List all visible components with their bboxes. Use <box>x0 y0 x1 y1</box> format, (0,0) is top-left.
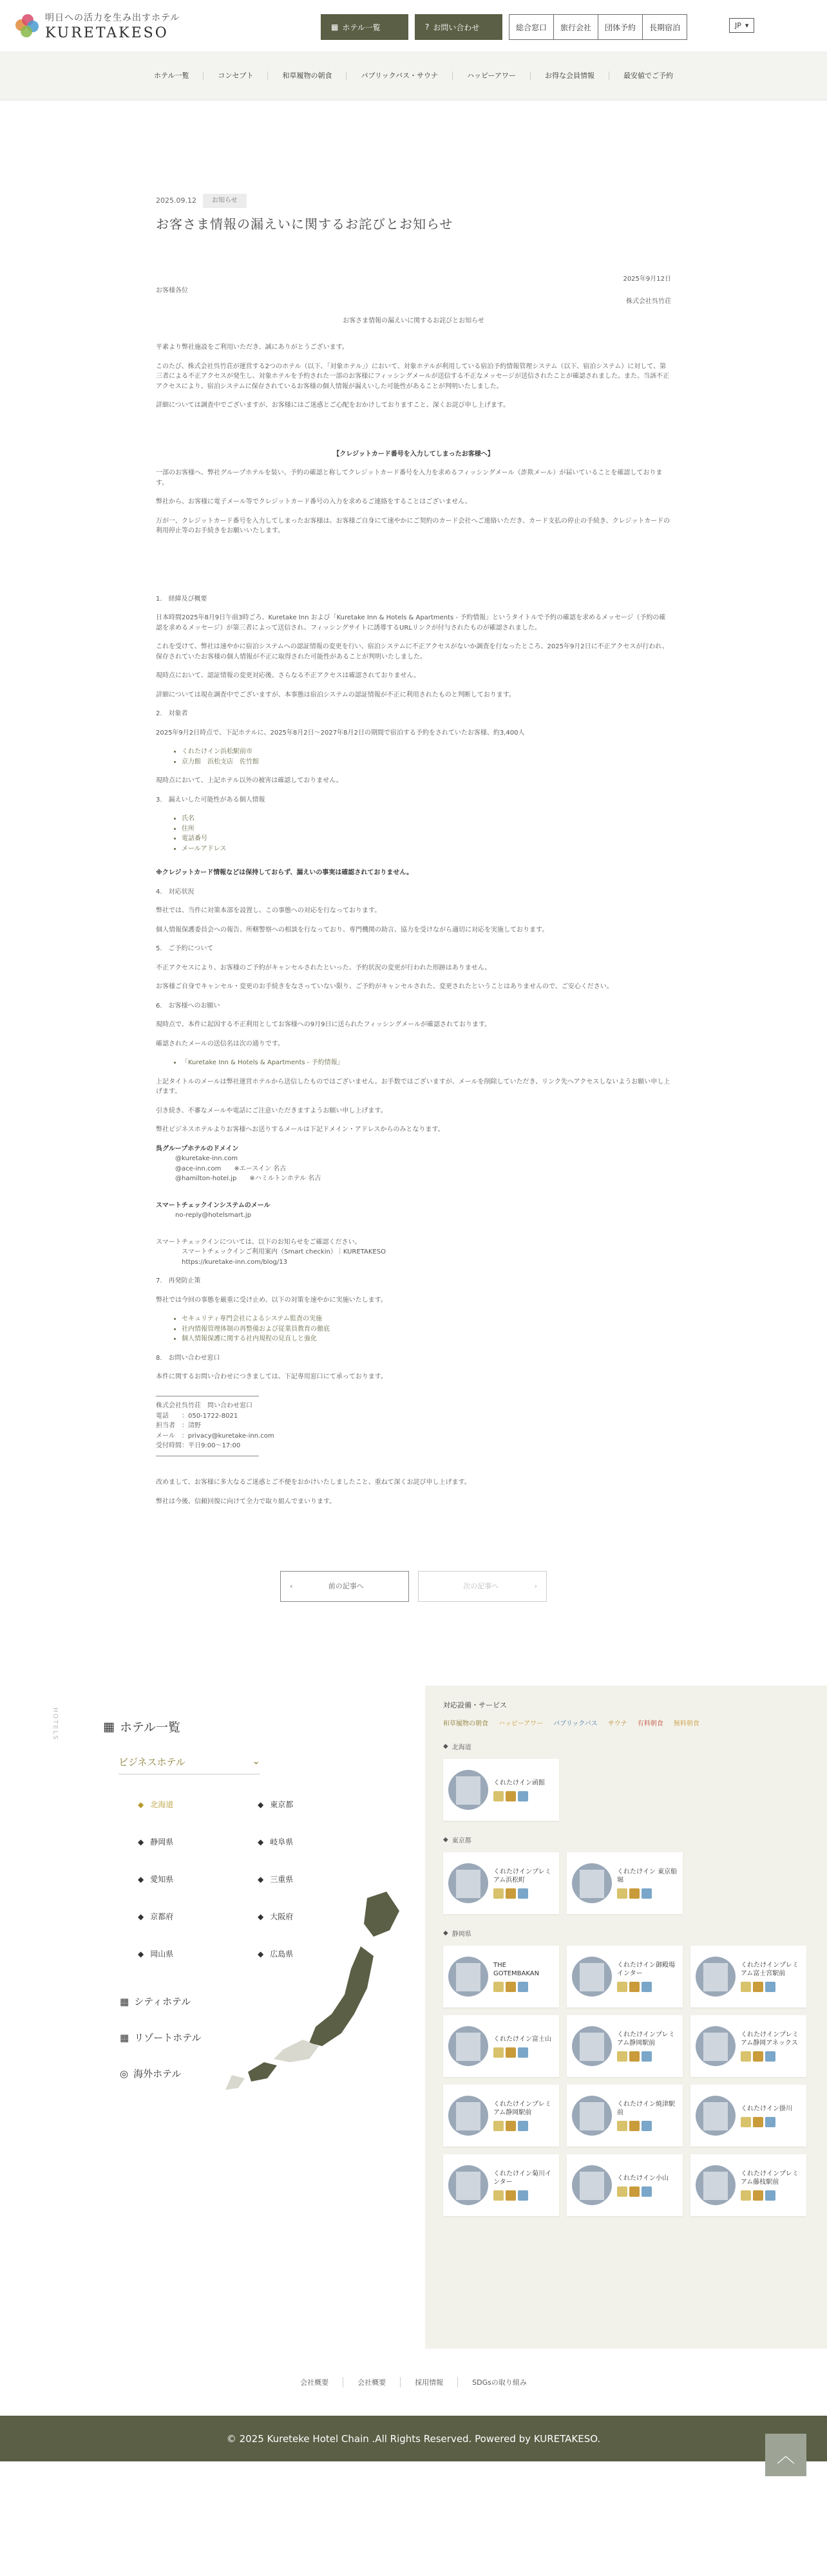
section4-heading: 4. 対応状況 <box>156 888 195 896</box>
service-icons <box>493 1982 554 1992</box>
section7-p1: 弊社では今回の事態を厳重に受け止め、以下の対策を速やかに実施いたします。 <box>156 1296 387 1304</box>
chevron-right-icon: › <box>534 1582 537 1591</box>
section5-heading: 5. ご予約について <box>156 945 214 952</box>
hotel-card-panel <box>425 1686 827 2349</box>
breakfast-icon <box>493 2190 504 2201</box>
map-pin-icon: ◆ <box>443 1836 448 1843</box>
region-list <box>443 1742 809 2216</box>
hotel-card-grid <box>443 1759 809 1821</box>
pref-okayama[interactable] <box>138 1948 173 1959</box>
contact-line: ―――――――――――――――― <box>156 1452 259 1460</box>
bath-icon <box>642 2051 652 2062</box>
happyhour-icon <box>629 1888 640 1899</box>
happyhour-icon <box>506 1982 516 1992</box>
breakfast-icon <box>493 1982 504 1992</box>
prev-article-button[interactable] <box>280 1571 409 1602</box>
service-icons <box>741 2190 801 2201</box>
section6-p3: 上記タイトルのメールは弊社運営ホテルから送信したものではございません。お手数ではございますが、メールを削除していただき、リンク先へアクセスしないようお願い申し上げます。 <box>156 1078 670 1095</box>
footer-links <box>0 2349 827 2416</box>
pref-tokyo[interactable] <box>258 1799 293 1810</box>
contact-line: メール ：privacy@kuretake-inn.com <box>156 1432 274 1440</box>
hotel-name: くれたけインプレミアム静岡アネックス <box>741 2031 799 2047</box>
pref-label: 三重県 <box>270 1875 294 1884</box>
hotel-photo <box>448 2165 488 2205</box>
article-p3: 詳細については調査中でございますが、お客様にはご迷惑とご心配をおかけしておりますこと、深くお詫び申し上げます。 <box>156 402 509 409</box>
back-to-top-button[interactable] <box>765 2434 806 2476</box>
language-select[interactable] <box>729 18 754 33</box>
article-p2: このたび、株式会社呉竹荘が運営する2つのホテル（以下、「対象ホテル」）において、対象ホテルが利用している宿泊予約情報管理システム（以下、宿泊システム）に対して、第三者による不正アクセスが発生し、対象ホテルを予約された一部のお客様にフィッシングメールが送信する不正なメッセージが送信されたことが確認されました。また、当該不正アクセスにより、宿泊システムに保存されているお客様の個人情報が漏えいした可能性があることが判明いたしました。 <box>156 362 670 390</box>
business-hotel-label: ビジネスホテル <box>119 1756 185 1768</box>
service-icons <box>617 2051 678 2062</box>
map-pin-icon: ◆ <box>138 1837 144 1847</box>
breakfast-icon <box>741 1982 751 1992</box>
smartcheckin-link[interactable]: スマートチェックインご利用案内（Smart checkin）｜KURETAKESO <box>182 1248 386 1255</box>
building-icon: ▦ <box>331 23 339 32</box>
legend-item: パブリックバス <box>553 1720 598 1727</box>
section6-p2: 確認されたメールの送信名は次の通りです。 <box>156 1040 284 1048</box>
city-hotel-link[interactable] <box>120 1995 191 2008</box>
breakfast-icon <box>617 2186 627 2197</box>
nav-item-member[interactable]: お得な会員情報 <box>530 71 609 80</box>
bath-icon <box>518 2121 528 2131</box>
hotel-name: くれたけインプレミアム藤枝駅前 <box>741 2170 799 2186</box>
section7-heading: 7. 再発防止策 <box>156 1277 201 1284</box>
bath-icon <box>518 2190 528 2201</box>
warning-p1: 一部のお客様へ、弊社グループホテルを装い、予約の確認と称してクレジットカード番号を入力を求めるフィッシングメール（詐欺メール）が届いていることを確認しております。 <box>156 469 663 487</box>
list-item: • セキュリティ専門会社によるシステム監査の実施 <box>182 1314 671 1324</box>
prev-label: 前の記事へ <box>328 1582 364 1591</box>
list-item: • 住所 <box>182 824 671 834</box>
hotel-card[interactable] <box>567 2085 683 2147</box>
happyhour-icon <box>506 2047 516 2058</box>
nav-item-breakfast[interactable]: 和草履物の朝食 <box>267 71 346 80</box>
breakfast-icon <box>741 2190 751 2201</box>
nav-item-hotels[interactable]: ホテル一覧 <box>154 71 189 80</box>
hotel-card-grid <box>443 1852 809 1914</box>
service-icons <box>493 1791 545 1801</box>
section6-p5: 弊社ビジネスホテルよりお客様へお送りするメールは下記ドメイン・アドレスからのみとなります。 <box>156 1126 444 1133</box>
footer-link[interactable]: 会社概要 <box>300 2378 329 2387</box>
question-icon: ? <box>425 23 430 32</box>
hotel-card[interactable] <box>690 2015 806 2077</box>
section3-heading: 3. 漏えいした可能性がある個人情報 <box>156 796 265 804</box>
city-hotel-label: シティホテル <box>134 1996 191 2007</box>
legend-item: サウナ <box>607 1720 627 1727</box>
region-label: 北海道 <box>452 1744 471 1751</box>
hotel-card[interactable] <box>567 1946 683 2007</box>
footer-link[interactable]: SDGsの取り組み <box>457 2377 541 2387</box>
hotel-card[interactable] <box>690 1946 806 2007</box>
chevron-up-icon: ︿ <box>776 2445 795 2467</box>
bath-icon <box>765 2190 775 2201</box>
section1-p4: 詳細については現在調査中でございますが、本事態は宿泊システムの認証情報が不正に利用されたものと判断しております。 <box>156 691 515 699</box>
breakfast-icon <box>493 1791 504 1801</box>
service-icons <box>741 2117 792 2127</box>
hotel-card[interactable] <box>443 2085 559 2147</box>
happyhour-icon <box>506 1791 516 1801</box>
main-nav <box>0 52 827 100</box>
service-icons <box>741 2051 801 2062</box>
article-subject: お客さま情報の漏えいに関するお詫びとお知らせ <box>343 317 484 324</box>
domain-title: 呉グループホテルのドメイン <box>156 1145 239 1152</box>
map-pin-icon: ◆ <box>138 1949 144 1959</box>
section1-p2: これを受けて、弊社は速やかに宿泊システムへの認証情報の変更を行い、宿泊システムに不正アクセスがないか調査を行なったところ、2025年9月2日に不正アクセスが行われ、保存されていたお客様の個人情報が不正に取得された可能性があることが判明いたしました。 <box>156 643 669 661</box>
happyhour-icon <box>753 1982 763 1992</box>
pref-label: 静岡県 <box>150 1838 174 1847</box>
happyhour-icon <box>506 2190 516 2201</box>
map-pin-icon: ◆ <box>258 1837 264 1847</box>
region-heading <box>443 1742 809 1751</box>
footer-link[interactable]: 会社概要 <box>343 2377 400 2387</box>
pager <box>156 1571 671 1602</box>
list-item: • 氏名 <box>182 814 671 824</box>
map-pin-icon: ◆ <box>443 1930 448 1937</box>
nav-item-booking[interactable]: 最安値でご予約 <box>609 71 687 80</box>
hotel-card[interactable] <box>567 2015 683 2077</box>
hotel-photo <box>448 2026 488 2066</box>
list-item: @hamilton-hotel.jp ※ハミルトンホテル 名古 <box>175 1175 321 1182</box>
breakfast-icon <box>617 1888 627 1899</box>
section2-heading: 2. 対象者 <box>156 710 188 717</box>
service-icons <box>493 2047 551 2058</box>
hotel-name: くれたけイン掛川 <box>741 2105 792 2112</box>
happyhour-icon <box>629 2051 640 2062</box>
hotel-card[interactable] <box>443 1946 559 2007</box>
logo-mark-icon <box>14 13 40 39</box>
hotel-card[interactable] <box>443 1759 559 1821</box>
region-label: 静岡県 <box>452 1931 471 1938</box>
hotel-card[interactable] <box>443 1852 559 1914</box>
bath-icon <box>518 1982 528 1992</box>
section6-list <box>156 1058 671 1068</box>
breakfast-icon <box>493 2047 504 2058</box>
section8-p1: 本件に関するお問い合わせにつきましては、下記専用窓口にて承っております。 <box>156 1373 387 1380</box>
language-label: JP <box>735 21 741 30</box>
article <box>156 100 671 1602</box>
contact-line: ―――――――――――――――― <box>156 1392 259 1400</box>
bath-icon <box>765 2117 775 2127</box>
map-pin-icon: ◆ <box>258 1800 264 1809</box>
section2-p1: 2025年9月2日時点で、下記ホテルに、2025年8月2日〜2027年8月2日の期間で宿泊する予約をされていたお客様、約3,400人 <box>156 729 525 737</box>
site-logo[interactable] <box>14 11 180 41</box>
list-item: • 社内情報管理体制の再整備および従業員教育の徹底 <box>182 1324 671 1335</box>
building-icon: ▦ <box>120 2031 129 2044</box>
hotel-card[interactable] <box>443 2015 559 2077</box>
map-pin-icon: ◆ <box>258 1874 264 1884</box>
service-icons <box>493 2121 554 2131</box>
hotel-photo <box>572 1957 612 1997</box>
bath-icon <box>642 2121 652 2131</box>
hotel-name: くれたけインプレミアム静岡駅前 <box>617 2031 675 2047</box>
section1-p3: 現時点において、認証情報の変更対応後、さらなる不正アクセスは確認されておりません。 <box>156 672 421 679</box>
bath-icon <box>642 1982 652 1992</box>
section8-heading: 8. お問い合わせ窓口 <box>156 1354 220 1362</box>
pref-label: 広島県 <box>270 1950 294 1959</box>
service-icons <box>617 1982 678 1992</box>
resort-hotel-label: リゾートホテル <box>134 2032 202 2044</box>
pref-aichi[interactable] <box>138 1874 173 1885</box>
hotel-photo <box>572 2096 612 2136</box>
chevron-left-icon: ‹ <box>290 1582 293 1591</box>
breakfast-icon <box>617 1982 627 1992</box>
hotel-name: THE GOTEMBAKAN <box>493 1962 540 1977</box>
header-links <box>509 14 687 40</box>
category-badge: お知らせ <box>203 194 247 208</box>
header-link-group[interactable]: 団体予約 <box>598 15 642 39</box>
happyhour-icon <box>753 2117 763 2127</box>
service-icons <box>617 1888 678 1899</box>
closing-p2: 弊社は今後、信頼回復に向けて全力で取り組んでまいります。 <box>156 1498 336 1505</box>
pref-label: 岐阜県 <box>270 1838 294 1847</box>
bath-icon <box>642 1888 652 1899</box>
hotel-card[interactable] <box>567 1852 683 1914</box>
happyhour-icon <box>506 2121 516 2131</box>
article-p1: 平素より弊社施設をご利用いただき、誠にありがとうございます。 <box>156 344 348 351</box>
hotel-photo <box>448 1770 488 1810</box>
section6-p1: 現時点で、本件に起因する不正利用としてお客様への9月9日に送られたフィッシングメールが確認されております。 <box>156 1021 491 1028</box>
breakfast-icon <box>617 2051 627 2062</box>
region-label: 東京都 <box>452 1838 471 1845</box>
hotel-list-title <box>103 1718 180 1735</box>
inquiry-label: お問い合わせ <box>433 23 480 32</box>
contact-line: 電話 ：050-1722-8021 <box>156 1412 238 1420</box>
list-item: • くれたけイン浜松駅前市 <box>182 747 671 757</box>
copyright: © 2025 Kureteke Hotel Chain .All Rights Reserved. Powered by KURETAKESO. <box>0 2416 827 2461</box>
service-icons <box>741 1982 801 1992</box>
building-icon: ▦ <box>103 1719 115 1734</box>
pref-label: 大阪府 <box>270 1912 294 1921</box>
list-item: • メールアドレス <box>182 844 671 854</box>
logo-tagline: 明日への活力を生み出すホテル <box>45 12 180 23</box>
breakfast-icon <box>617 2121 627 2131</box>
hotel-name: くれたけイン御殿場インター <box>617 1962 675 1977</box>
nav-item-concept[interactable]: コンセプト <box>203 71 267 80</box>
globe-icon: ◎ <box>120 2067 129 2080</box>
service-icons <box>493 2190 554 2201</box>
pref-label: 愛知県 <box>150 1875 174 1884</box>
header-link-longstay[interactable]: 長期宿泊 <box>642 15 687 39</box>
hotel-photo <box>448 1863 488 1903</box>
list-item: • 「Kuretake Inn & Hotels & Apartments - 予約情報」 <box>182 1058 671 1068</box>
happyhour-icon <box>629 2186 640 2197</box>
happyhour-icon <box>753 2190 763 2201</box>
hotel-card[interactable] <box>690 2154 806 2216</box>
hotel-name: くれたけイン函館 <box>493 1779 545 1787</box>
list-item: @ace-inn.com ※エースイン 名古 <box>175 1165 287 1172</box>
logo-brand: KURETAKESO <box>45 24 169 41</box>
inquiry-button[interactable] <box>415 14 502 40</box>
hotel-name: くれたけイン菊川インター <box>493 2170 551 2186</box>
hotel-name: くれたけイン小山 <box>617 2174 669 2182</box>
map-pin-icon: ◆ <box>138 1912 144 1921</box>
bath-icon <box>518 1888 528 1899</box>
hotel-photo <box>696 2096 736 2136</box>
pref-hokkaido[interactable] <box>138 1799 173 1810</box>
contact-line: 担当者 ：清野 <box>156 1422 201 1429</box>
footer-link[interactable]: 採用情報 <box>400 2377 457 2387</box>
section6-heading: 6. お客様へのお願い <box>156 1002 220 1010</box>
article-to: お客様各位 <box>156 287 188 294</box>
hotel-photo <box>696 2165 736 2205</box>
pref-label: 北海道 <box>150 1800 174 1809</box>
happyhour-icon <box>506 1888 516 1899</box>
pref-shizuoka[interactable] <box>138 1836 173 1847</box>
section2-list <box>156 747 671 767</box>
bath-icon <box>765 2051 775 2062</box>
service-icons <box>617 2121 678 2131</box>
hotel-map-panel <box>0 1686 425 2349</box>
site-header <box>0 0 827 52</box>
hotel-photo <box>572 1863 612 1903</box>
building-icon: ▦ <box>120 1995 129 2007</box>
header-link-general[interactable]: 総合窓口 <box>516 23 547 32</box>
hotel-card-grid <box>443 1946 809 2216</box>
japan-map[interactable] <box>213 1885 406 2091</box>
legend <box>443 1718 809 1727</box>
hotel-photo <box>696 2026 736 2066</box>
breakfast-icon <box>741 2051 751 2062</box>
map-pin-icon: ◆ <box>443 1743 448 1750</box>
overseas-hotel-label: 海外ホテル <box>133 2068 182 2080</box>
hotel-name: くれたけインプレミアム浜松町 <box>493 1868 551 1884</box>
section2-p2: 現時点において、上記ホテル以外の被害は確認しておりません。 <box>156 777 343 784</box>
section1-heading: 1. 経緯及び概要 <box>156 595 207 603</box>
hotel-name: くれたけインプレミアム富士宮駅前 <box>741 1962 799 1977</box>
pref-mie[interactable] <box>258 1874 293 1885</box>
list-item: @kuretake-inn.com <box>175 1155 238 1162</box>
hotel-photo <box>572 2026 612 2066</box>
hotel-photo <box>448 1957 488 1997</box>
happyhour-icon <box>753 2051 763 2062</box>
pref-kyoto[interactable] <box>138 1911 173 1922</box>
contact-line: 受付時間：平日9:00〜17:00 <box>156 1442 241 1449</box>
warning-title: 【クレジットカード番号を入力してしまったお客様へ】 <box>333 450 494 458</box>
breakfast-icon <box>493 2121 504 2131</box>
pref-gifu[interactable] <box>258 1836 293 1847</box>
map-pin-icon: ◆ <box>138 1800 144 1809</box>
hotel-photo <box>448 2096 488 2136</box>
contact-line: 株式会社呉竹荘 問い合わせ窓口 <box>156 1402 252 1409</box>
resort-hotel-link[interactable] <box>120 2031 201 2044</box>
list-item: • 個人情報保護に関する社内規程の見直しと強化 <box>182 1334 671 1344</box>
legend-item: 無料朝食 <box>673 1720 699 1727</box>
hotel-list-button[interactable] <box>321 14 408 40</box>
bath-icon <box>518 2047 528 2058</box>
domain-list <box>156 1154 671 1184</box>
section5-p1: 不正アクセスにより、お客様のご予約がキャンセルされたといった、予約状況の変更が行われた形跡はありません。 <box>156 964 491 972</box>
happyhour-icon <box>629 2121 640 2131</box>
map-pin-icon: ◆ <box>258 1912 264 1921</box>
breakfast-icon <box>741 2117 751 2127</box>
legend-item: ハッピーアワー <box>499 1720 544 1727</box>
pref-label: 東京都 <box>270 1800 294 1809</box>
service-icons <box>617 2186 669 2197</box>
next-article-button[interactable] <box>418 1571 547 1602</box>
hotel-photo <box>572 2165 612 2205</box>
system-mail-title: スマートチェックインシステムのメール <box>156 1201 271 1209</box>
map-pin-icon: ◆ <box>258 1949 264 1959</box>
pref-label: 京都府 <box>150 1912 174 1921</box>
next-label: 次の記事へ <box>463 1582 499 1591</box>
closing-p1: 改めまして、お客様に多大なるご迷惑とご不便をおかけいたしましたこと、重ねて深くお詫び申し上げます。 <box>156 1479 471 1486</box>
warning-p3: 万が一、クレジットカード番号を入力してしまったお客様は、お客様ご自身にて速やかにご契約のカード会社へご連絡いただき、カード支払の停止の手続き、クレジットカードの利用停止等のお手続きをお願いいたします。 <box>156 517 670 534</box>
bath-icon <box>518 1791 528 1801</box>
region-heading <box>443 1835 809 1845</box>
bath-icon <box>642 2186 652 2197</box>
hotel-name: くれたけイン焼津駅前 <box>617 2101 675 2116</box>
system-mail-domain: no-reply@hotelsmart.jp <box>175 1212 252 1219</box>
smartcheckin-url[interactable]: https://kuretake-inn.com/blog/13 <box>182 1258 287 1266</box>
section7-list <box>156 1314 671 1344</box>
pref-label: 岡山県 <box>150 1950 174 1959</box>
article-company: 株式会社呉竹荘 <box>626 298 671 305</box>
bath-icon <box>765 1982 775 1992</box>
happyhour-icon <box>629 1982 640 1992</box>
list-item: • 電話番号 <box>182 834 671 844</box>
section3-note: ※クレジットカード情報などは保持しておらず、漏えいの事実は確認されておりません。 <box>156 869 413 876</box>
article-date-right: 2025年9月12日 <box>623 276 671 283</box>
chevron-down-icon: ▾ <box>745 21 749 30</box>
nav-item-happyhour[interactable]: ハッピーアワー <box>452 71 530 80</box>
hotel-list-title-text: ホテル一覧 <box>119 1720 181 1735</box>
article-date: 2025.09.12 <box>156 196 196 205</box>
legend-item: 有料朝食 <box>637 1720 663 1727</box>
map-pin-icon: ◆ <box>138 1874 144 1884</box>
region-heading <box>443 1928 809 1938</box>
legend-item: 和草履物の朝食 <box>443 1720 488 1727</box>
section4-p1: 弊社では、当件に対策本部を設置し、この事態への対応を行なっております。 <box>156 907 381 914</box>
hotel-card[interactable] <box>690 2085 806 2147</box>
hotel-name: くれたけイン富士山 <box>493 2035 551 2043</box>
section6-p6: スマートチェックインについては、以下のお知らせをご確認ください。 <box>156 1238 361 1246</box>
hotel-card[interactable] <box>443 2154 559 2216</box>
site-footer <box>0 2349 827 2461</box>
hotel-card[interactable] <box>567 2154 683 2216</box>
vertical-label: HOTELS <box>52 1707 59 1741</box>
legend-title: 対応設備・サービス <box>443 1701 507 1709</box>
hotel-name: くれたけイン 東京船堀 <box>617 1868 678 1884</box>
list-item: • 京力館 浜松支店 佐竹館 <box>182 757 671 767</box>
breakfast-icon <box>493 1888 504 1899</box>
service-icons <box>493 1888 554 1899</box>
article-meta <box>156 194 671 208</box>
section6-p4: 引き続き、不審なメールや電話にご注意いただきますようお願い申し上げます。 <box>156 1107 387 1114</box>
chevron-down-icon: ⌄ <box>252 1755 260 1767</box>
business-hotel-toggle[interactable] <box>119 1755 260 1774</box>
hotel-list-label: ホテル一覧 <box>342 23 381 32</box>
section3-list <box>156 814 671 854</box>
warning-p2: 弊社から、お客様に電子メール等でクレジットカード番号の入力を求めるご連絡をすることはございません。 <box>156 498 471 505</box>
hotel-photo <box>696 1957 736 1997</box>
contact-block <box>156 1391 671 1462</box>
header-link-agency[interactable]: 旅行会社 <box>553 15 598 39</box>
hotel-list-section <box>0 1686 827 2349</box>
section5-p2: お客様ご自身でキャンセル・変更のお手続きをなさっていない限り、ご予約がキャンセルされた、変更されたということはありませんので、ご安心ください。 <box>156 983 613 990</box>
hotel-name: くれたけインプレミアム静岡駅前 <box>493 2101 551 2116</box>
article-title: お客さま情報の漏えいに関するお詫びとお知らせ <box>156 216 453 232</box>
section1-p1: 日本時間2025年8月9日午前3時ごろ、Kuretake Inn および「Kuretake Inn & Hotels & Apartments - 予約情報」というタイトルで予約の確認を求めるメッセージ（予約の確認を求めるメッセージ）が第三者によって送信され、フィッシングサイトに誘導するURLリンクが付与されたものが確認されました。 <box>156 614 666 632</box>
overseas-hotel-link[interactable] <box>120 2067 181 2080</box>
section4-p2: 個人情報保護委員会への報告、所轄警察への相談を行なっており、専門機関の助言、協力を受けながら適切に対応を実施しております。 <box>156 926 549 934</box>
nav-item-bath[interactable]: パブリックバス・サウナ <box>346 71 452 80</box>
